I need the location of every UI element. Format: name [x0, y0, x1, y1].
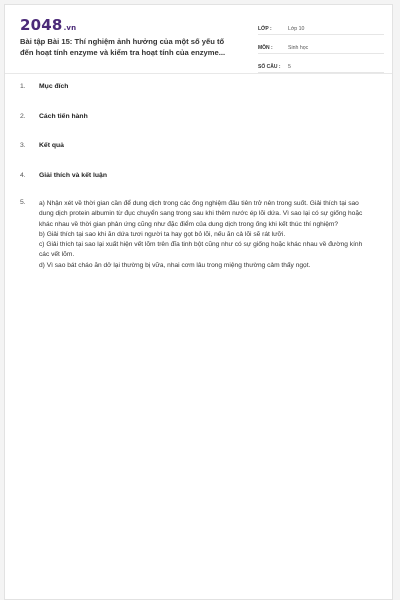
section-number: 2.	[20, 112, 26, 120]
meta-info	[258, 19, 384, 73]
meta-row-subject	[258, 38, 384, 54]
section-label: Kết quả	[39, 142, 64, 149]
section-number: 1.	[20, 83, 26, 90]
section-item	[20, 83, 365, 113]
meta-value: Sinh học	[288, 45, 309, 51]
question-5	[20, 199, 365, 271]
meta-key: MÔN :	[258, 45, 273, 51]
logo-main-text: 2048	[20, 16, 63, 34]
section-item	[20, 142, 365, 172]
section-item	[20, 113, 365, 143]
question-part-b: b) Giải thích tại sao khi ăn dứa tươi người ta hay gọt bỏ lõi, nếu ăn cả lõi sẽ rát lưỡi.	[39, 230, 286, 238]
section-label: Giải thích và kết luận	[39, 171, 107, 179]
logo-suffix-text: .vn	[63, 24, 77, 32]
meta-key: LỚP :	[258, 26, 272, 32]
section-number: 4.	[20, 171, 26, 179]
meta-row-class	[258, 19, 384, 35]
question-part-a: a) Nhận xét về thời gian cần để dung dịch trong các ống nghiệm đầu tiên trở nên trong suốt. Giải thích tại sao dung dịch protein albumin từ đục chuyển sang trong sau khi thêm nước ép lõi dứa. Vì sao lại có sự giống hoặc khác nhau về thời gian phản ứng cũng như đặc điểm của dung dịch trong ống khi kết thúc thí nghiệm?	[39, 200, 363, 228]
question-part-d: d) Vì sao bát cháo ăn dở lại thường bị vữa, nhai cơm lâu trong miệng thường cảm thấy ngọt.	[39, 261, 311, 269]
section-number: 3.	[20, 142, 26, 149]
meta-key: SỐ CÂU :	[258, 64, 281, 70]
site-logo[interactable]	[20, 17, 76, 36]
document-title: Bài tập Bài 15: Thí nghiệm ảnh hưởng của một số yếu tố đến hoạt tính enzyme và kiểm tra hoạt tính của enzyme...	[20, 37, 226, 57]
meta-value: Lớp 10	[288, 26, 305, 32]
document-header	[5, 5, 392, 69]
question-number: 5.	[20, 199, 26, 206]
question-part-c: c) Giải thích tại sao lại xuất hiện vết lõm trên đĩa tinh bột cũng như có sự giống hoặc khác nhau về đường kính các vết lõm.	[39, 241, 363, 259]
section-label: Cách tiến hành	[39, 112, 88, 120]
header-divider	[5, 73, 392, 74]
meta-row-question-count	[258, 57, 384, 73]
section-item	[20, 172, 365, 202]
section-label: Mục đích	[39, 83, 69, 90]
question-body	[39, 199, 365, 271]
meta-value: 5	[288, 64, 291, 70]
section-list	[20, 83, 365, 201]
